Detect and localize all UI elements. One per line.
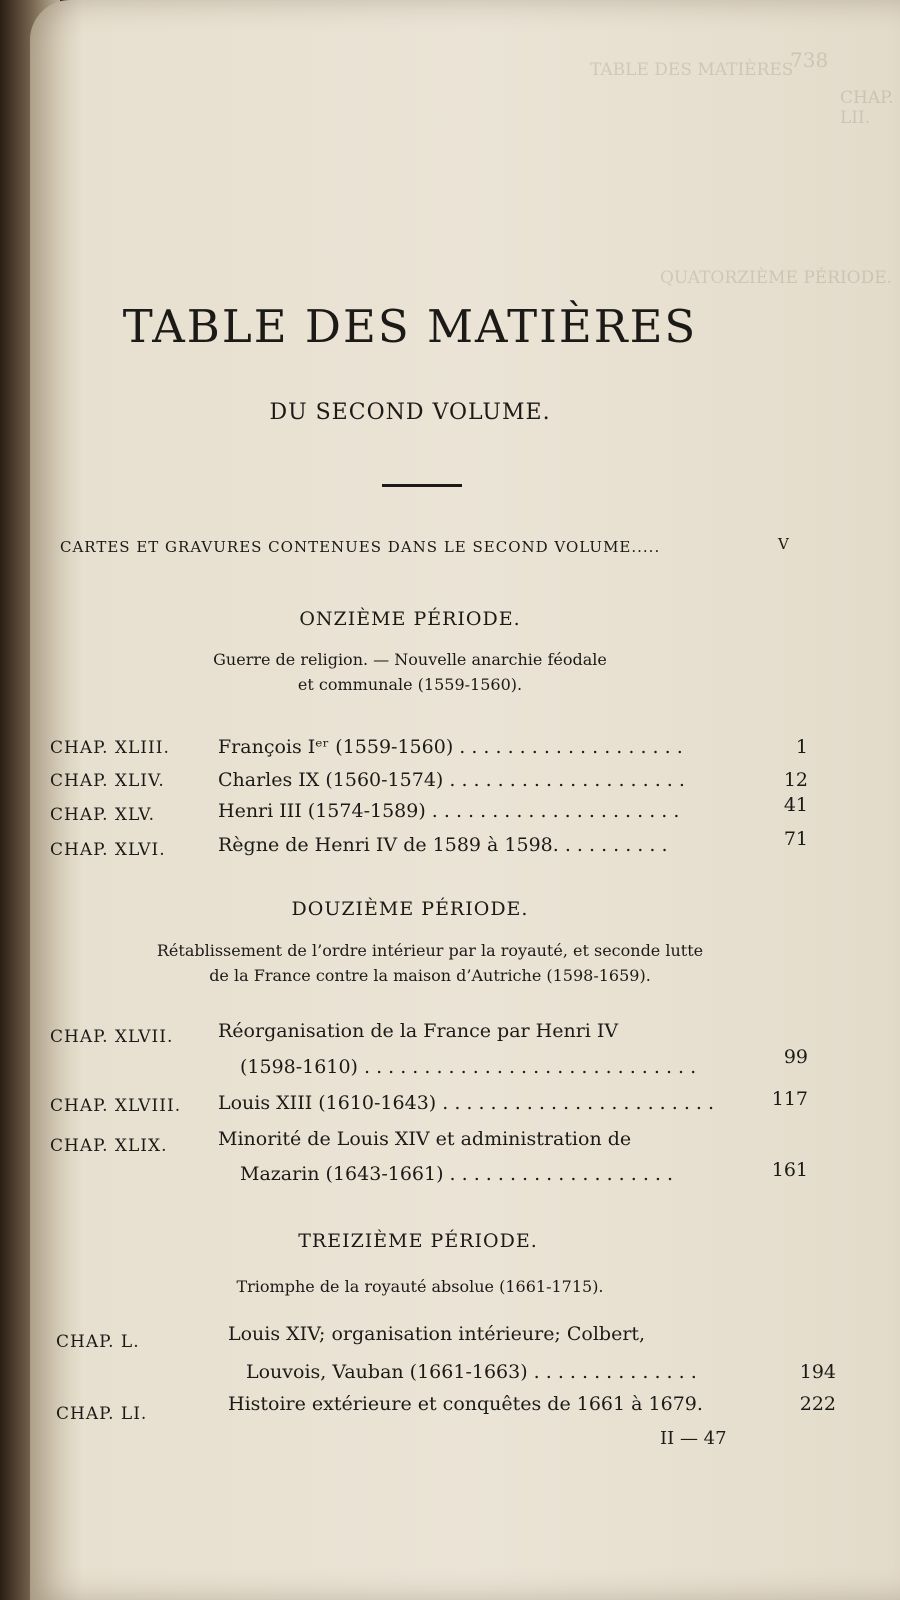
period-title: DOUZIÈME PÉRIODE. — [291, 898, 529, 920]
chapter-number: CHAP. LI. — [56, 1404, 148, 1424]
bleed-period: QUATORZIÈME PÉRIODE. — [660, 268, 893, 288]
chapter-number: CHAP. XLV. — [50, 805, 155, 825]
period-desc-line: de la France contre la maison d’Autriche (1598-1659). — [209, 966, 651, 985]
chapter-number: CHAP. XLVIII. — [50, 1096, 182, 1116]
chapter-title-continued: Mazarin (1643-1661) . . . . . . . . . . . . . . . . . . . — [240, 1163, 674, 1185]
chapter-title-continued: Louvois, Vauban (1661-1663) . . . . . . . . . . . . . . — [246, 1361, 697, 1383]
period-title: TREIZIÈME PÉRIODE. — [298, 1230, 538, 1252]
chapter-page: 194 — [799, 1361, 836, 1383]
page-subtitle: DU SECOND VOLUME. — [269, 400, 551, 425]
bleed-header: TABLE DES MATIÈRES — [590, 60, 794, 80]
period-desc-line: Triomphe de la royauté absolue (1661-1715). — [236, 1277, 604, 1296]
maps-entry-page: V — [778, 535, 789, 553]
chapter-title: Règne de Henri IV de 1589 à 1598. . . . . . . . . . — [218, 834, 668, 856]
period-title: ONZIÈME PÉRIODE. — [299, 608, 521, 630]
chapter-title: Louis XIV; organisation intérieure; Colbert, — [228, 1323, 646, 1345]
chapter-page: 99 — [783, 1046, 808, 1068]
chapter-title: Henri III (1574-1589) . . . . . . . . . . . . . . . . . . . . . — [218, 800, 680, 822]
chapter-page: 12 — [783, 769, 808, 791]
period-description — [70, 938, 790, 988]
chapter-page: 161 — [771, 1159, 808, 1181]
chapter-title: Histoire extérieure et conquêtes de 1661 à 1679. — [228, 1393, 703, 1415]
bleed-page-number: 738 — [790, 48, 829, 72]
chapter-number: CHAP. XLVII. — [50, 1027, 174, 1047]
bleed-chap: CHAP. LII. — [840, 88, 894, 128]
chapter-title: Réorganisation de la France par Henri IV — [218, 1020, 619, 1042]
chapter-number: CHAP. XLIX. — [50, 1136, 168, 1156]
chapter-page: 1 — [795, 736, 808, 758]
signature-mark: II — 47 — [660, 1428, 727, 1449]
period-description — [150, 1274, 690, 1299]
chapter-page: 41 — [783, 794, 808, 816]
chapter-title: Minorité de Louis XIV et administration de — [218, 1128, 632, 1150]
chapter-page: 71 — [783, 828, 808, 850]
chapter-number: CHAP. L. — [56, 1332, 140, 1352]
period-desc-line: et communale (1559-1560). — [297, 675, 523, 694]
chapter-page: 117 — [771, 1088, 808, 1110]
chapter-title: Louis XIII (1610-1643) . . . . . . . . . . . . . . . . . . . . . . . — [218, 1092, 715, 1114]
divider — [382, 484, 462, 487]
chapter-title: Charles IX (1560-1574) . . . . . . . . . . . . . . . . . . . . — [218, 769, 685, 791]
chapter-title: François Iᵉʳ (1559-1560) . . . . . . . . . . . . . . . . . . . — [218, 736, 683, 758]
period-desc-line: Rétablissement de l’ordre intérieur par la royauté, et seconde lutte — [156, 941, 704, 960]
period-description — [150, 647, 670, 697]
chapter-number: CHAP. XLIII. — [50, 738, 170, 758]
maps-entry-label: CARTES ET GRAVURES CONTENUES DANS LE SECOND VOLUME..... — [60, 538, 661, 556]
page-title: TABLE DES MATIÈRES — [122, 300, 698, 353]
chapter-title-continued: (1598-1610) . . . . . . . . . . . . . . . . . . . . . . . . . . . . — [240, 1056, 697, 1078]
chapter-page: 222 — [799, 1393, 836, 1415]
chapter-number: CHAP. XLIV. — [50, 771, 165, 791]
chapter-number: CHAP. XLVI. — [50, 840, 166, 860]
period-desc-line: Guerre de religion. — Nouvelle anarchie féodale — [213, 650, 607, 669]
